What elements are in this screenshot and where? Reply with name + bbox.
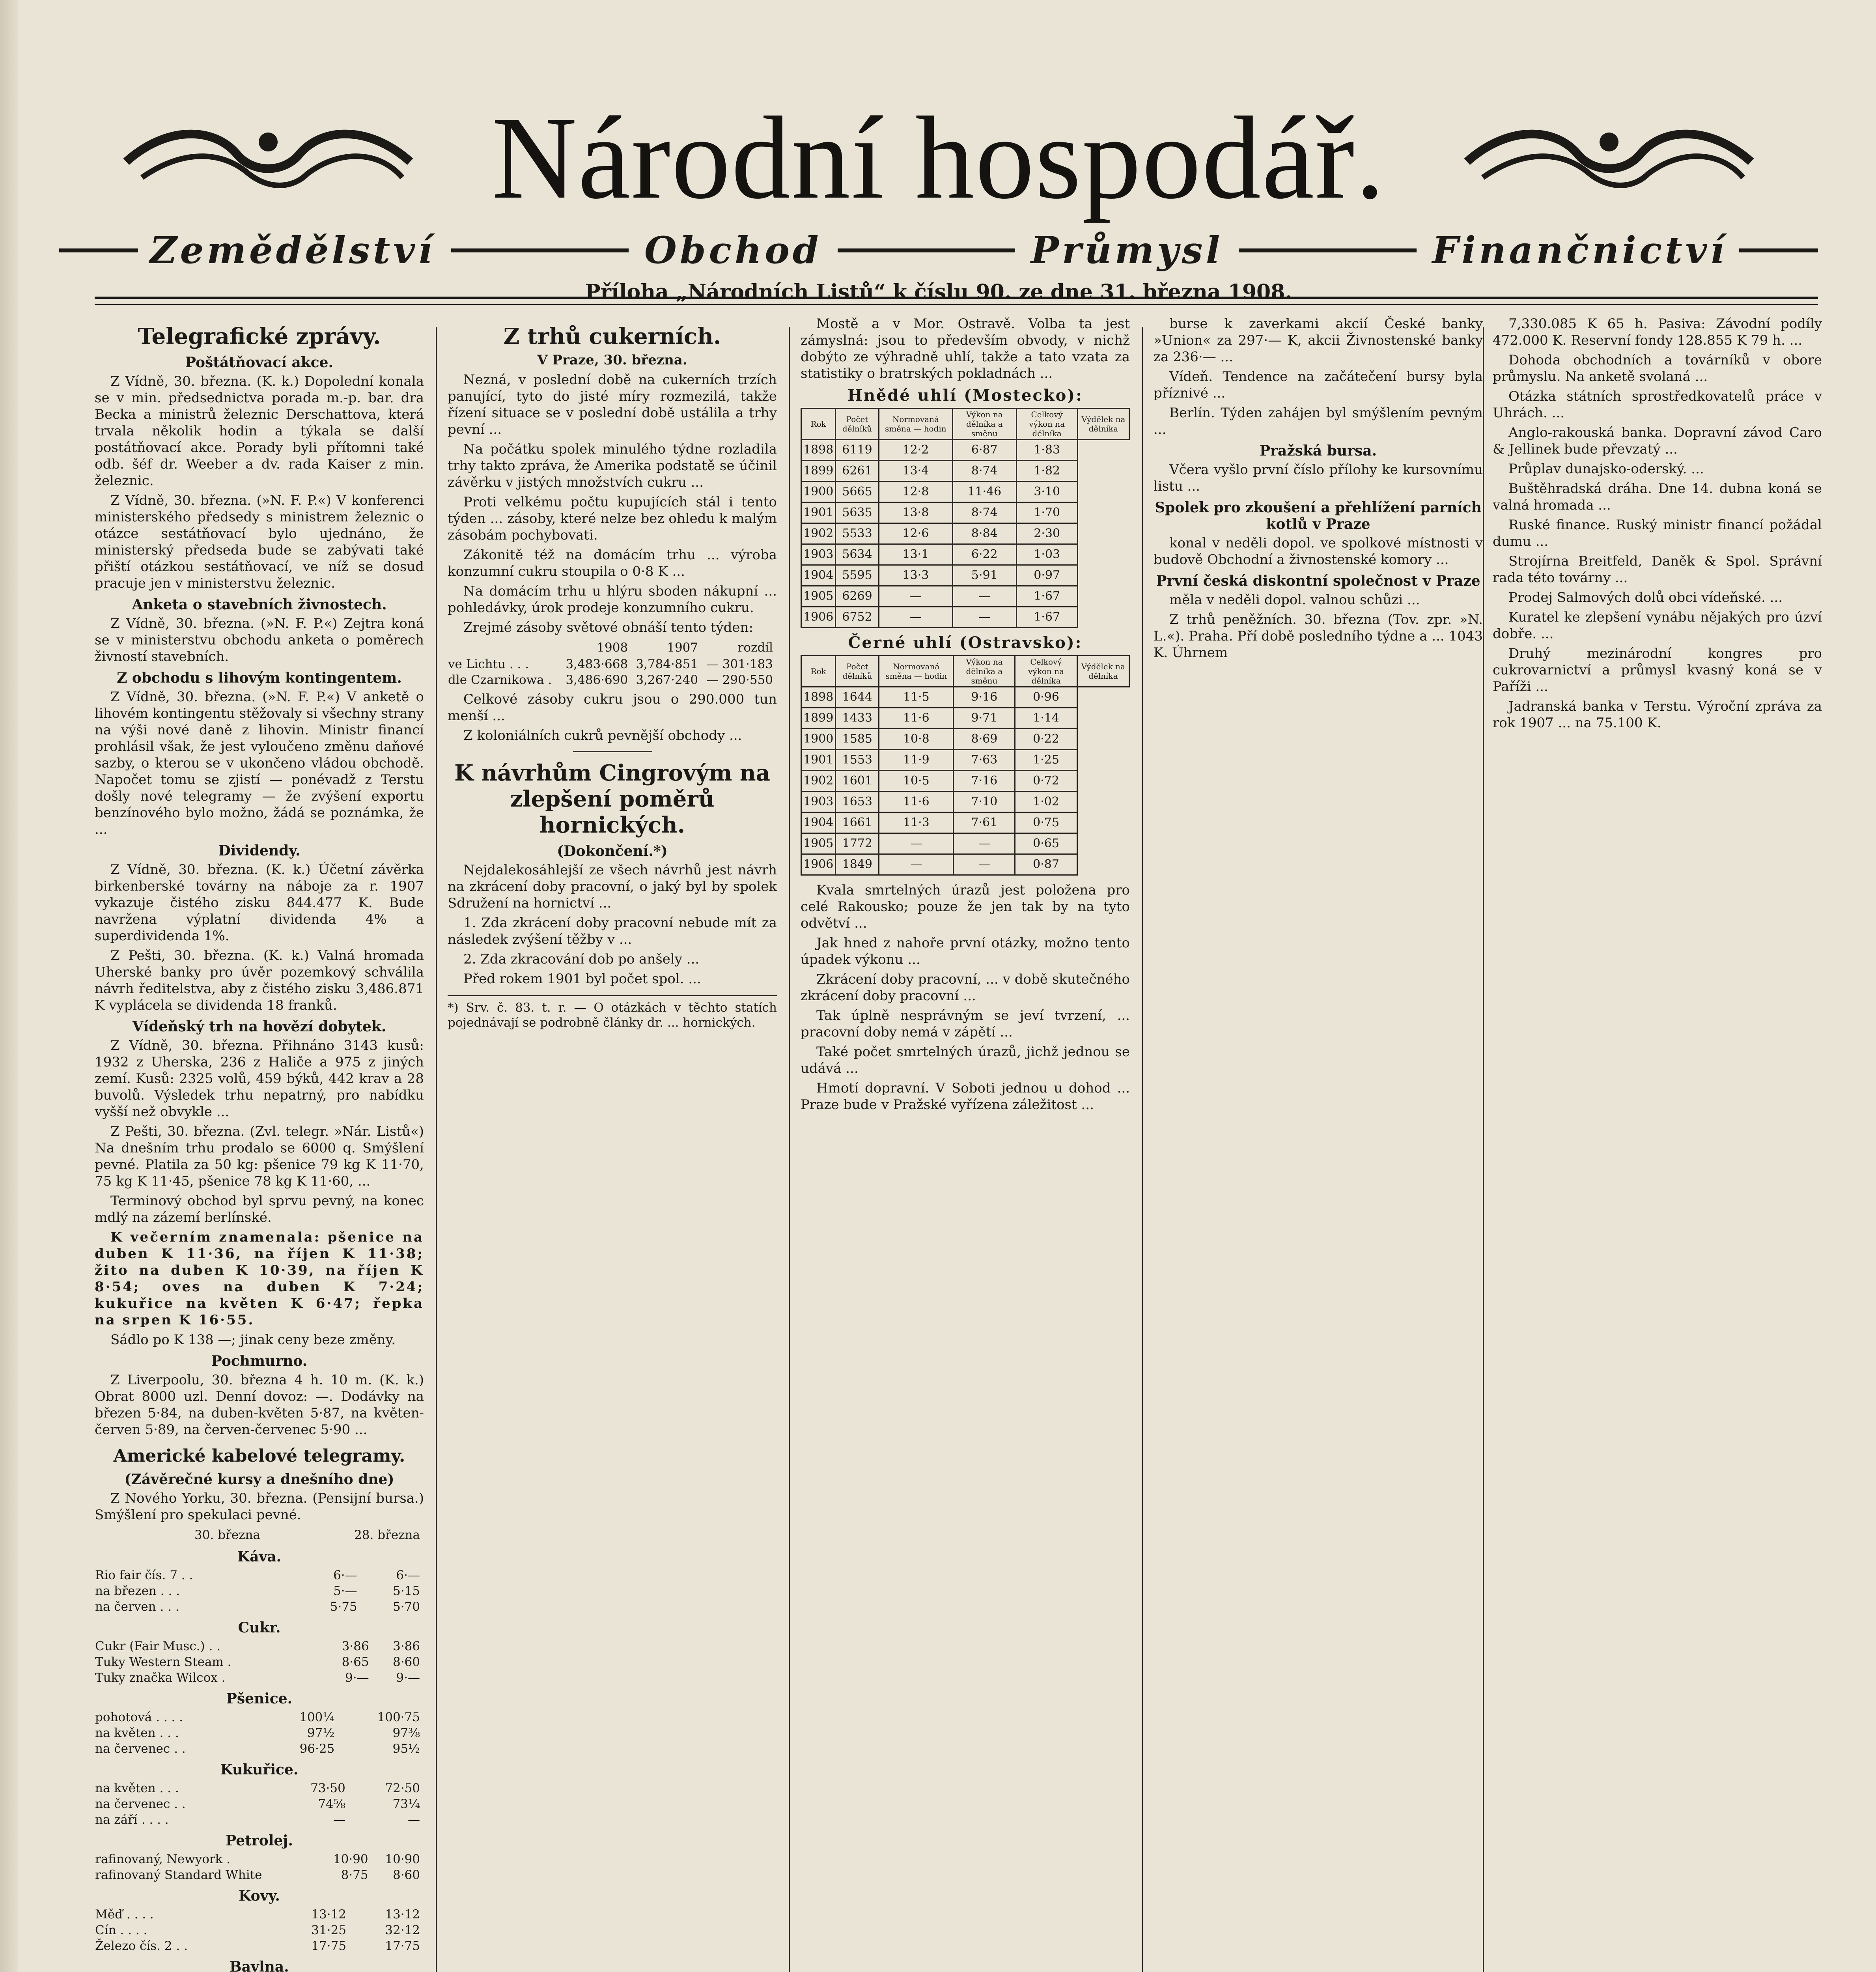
table-cell: — [954,833,1015,854]
section-zemedelstvi: Zemědělství [150,229,435,272]
market-quotes [95,1526,424,1972]
table-cell: 0·65 [1015,833,1077,854]
table-row [801,607,1129,628]
table-cell: 6261 [836,461,879,482]
market-table [95,1709,424,1757]
table-row [801,792,1129,812]
table-cell: 6·22 [953,544,1016,565]
paragraph: Dohoda obchodních a továrníků v obore průmyslu. Na anketě svolaná ... [1493,352,1822,385]
table-cell: 11·6 [879,792,954,812]
masthead [47,59,1830,304]
table-row: rafinovaný Standard White 8·75 8·60 [95,1868,420,1882]
paragraph: Zákonitě též na domácím trhu ... výroba konzumní cukru stoupila o 0·8 K ... [448,547,777,579]
table-cell: 5665 [836,482,879,502]
table-row [801,750,1129,771]
paragraph: Z trhů peněžních. 30. března (Tov. zpr. »N. L.«). Praha. Pří době posledního týdne a ... 1043 K. Úhrnem [1154,612,1483,661]
paragraph: Hmotí dopravní. V Soboti jednou u dohod ... Praze bude v Pražské vyřízena záležitost ... [801,1080,1130,1113]
newspaper-title: Národní hospodář. [491,92,1386,223]
paragraph: Vídeň. Tendence na začátečení bursy byla příznivé ... [1154,369,1483,401]
table-cell: 0·87 [1015,854,1077,875]
table-row: Tuky značka Wilcox . 9·— 9·— [95,1671,420,1685]
table-cell: 10·8 [879,729,954,750]
table-row: dle Czarnikowa . 3,486·690 3,267·240 — 290·550 [448,673,773,687]
table-cell: 1898 [801,440,836,461]
table-header-cell: Výdělek na dělníka [1077,409,1129,440]
table-cell: 1900 [801,482,836,502]
paragraph: Na počátku spolek minulého týdne rozladila trhy takto zpráva, že Amerika podstatě se účinil závěrku v jistých množstvích cukru ... [448,441,777,490]
article-columns [95,316,1822,1972]
paragraph: Z Vídně, 30. března. (»N. F. P.«) V konferenci ministerského předsedy s ministrem železnic o otázce sestátňovací bylo ujednáno, že ministerský předseda bude se zabývati také přiští otázkou sestátňovací, ve níž se dosud pracuje jen v ministerstvu železnic. [95,493,424,591]
table-cell: 12·6 [879,523,952,544]
subheading: Pražská bursa. [1259,443,1377,459]
paragraph: Strojírna Breitfeld, Daněk & Spol. Správní rada této továrny ... [1493,553,1822,586]
table-cell: 0·72 [1015,771,1077,792]
table-title: Hnědé uhlí (Mostecko): [847,386,1083,405]
market-section-title: Bavlna. [230,1959,289,1972]
paragraph: konal v neděli dopol. ve spolkové místnosti v budově Obchodní a živnostenské komory ... [1154,535,1483,568]
table-header-cell: Normovaná směna — hodin [879,409,952,440]
table-cell: 13·8 [879,502,952,523]
table-cell: 1653 [836,792,879,812]
paragraph: Mostě a v Mor. Ostravě. Volba ta jest zámyslná: jsou to především obvody, v nichž dobýto ze výhradně uhlí, takže a tato vzata za statistiky o bratrských pokladnách ... [801,316,1130,381]
table-cell: 13·1 [879,544,952,565]
market-table [95,1851,424,1883]
paragraph: Na domácím trhu u hlýru sboden nákupní ... pohledávky, úrok prodeje konzumního cukru. [448,583,777,616]
paragraph: Jadranská banka v Terstu. Výroční zpráva za rok 1907 ... na 75.100 K. [1493,698,1822,731]
table-row: na březen . . . 5·— 5·15 [95,1584,420,1598]
table-header-cell: Celkový výkon na dělníka [1015,656,1077,687]
table-row: Cukr (Fair Musc.) . . 3·86 3·86 [95,1639,420,1653]
table-cell: 1904 [801,565,836,586]
paragraph: Z Vídně, 30. března. (K. k.) Dopolední konala se v min. předsednictva porada m.-p. bar. dra Becka a ministrů železnic Derschattova, která trvala několik hodin a týkala se další postátňovací akce. Porady byli přítomni také odb. šéf dr. Weeber a dv. rada Kaiser z min. železnic. [95,373,424,489]
table-cell: 1902 [801,523,836,544]
sugar-stock-table: 1908 1907 rozdíl ve Lichtu . . . 3,483·668 3,784·851 — 301·183 dle Czarnikowa . 3,486·690 3,267·240 — 290·550 [448,639,777,688]
table-cell: 1772 [836,833,879,854]
footnote: *) Srv. č. 83. t. r. — O otázkách v těchto statích pojednávají se podrobně články dr. ... hornických. [448,995,777,1030]
paragraph: 2. Zda zkracování dob po anšely ... [463,951,700,967]
table-cell: 1898 [801,687,836,708]
table-cell: 1661 [836,812,879,833]
table-cell: 1·03 [1016,544,1077,565]
table-row [801,565,1129,586]
table-cell: 6752 [836,607,879,628]
table-row: rafinovaný, Newyork . 10·90 10·90 [95,1852,420,1866]
table-cell: 1905 [801,833,836,854]
column-1 [95,316,424,1972]
table-cell: 0·75 [1015,812,1077,833]
table-row [801,502,1129,523]
table-cell: 11·9 [879,750,954,771]
paragraph: Průplav dunajsko-oderský. ... [1508,461,1704,477]
table-row: na červen . . . 5·75 5·70 [95,1600,420,1614]
table-row: na květen . . . 97½ 97⅜ [95,1726,420,1740]
table-cell: 12·2 [879,440,952,461]
paragraph: Otázka státních sprostředkovatelů práce v Uhrách. ... [1493,388,1822,421]
subheading: Pochmurno. [211,1353,308,1369]
paragraph: Zrejmé zásoby světové obnáší tento týden: [463,620,753,635]
subheading: (Dokončení.*) [557,843,668,859]
column-5 [1493,316,1822,1972]
paragraph: Berlín. Týden zahájen byl smýšlením pevným ... [1154,405,1483,437]
paragraph: K večerním znamenala: pšenice na duben K 11·36, na říjen K 11·38; žito na duben K 10·39, na říjen K 8·54; oves na duben K 7·24; kukuřice na květen K 6·47; řepka na srpen K 16·55. [95,1229,424,1328]
table-cell: 5635 [836,502,879,523]
section-obchod: Obchod [644,229,822,272]
column-3 [801,316,1130,1972]
table-cell: 11·3 [879,812,954,833]
subheading: Spolek pro zkoušení a přehlížení parních kotlů v Praze [1155,499,1482,532]
paragraph: Z Vídně, 30. března. Přihnáno 3143 kusů: 1932 z Uherska, 236 z Haliče a 975 z jiných zemí. Kusů: 2325 volů, 459 býků, 442 krav a 28 buvolů. Výsledek trhu nepatrný, pro nabídku vyšší než obvykle ... [95,1038,424,1120]
market-header: 30. března 28. března [194,1528,420,1542]
heading-telegrafické-zprávy: Telegrafické zprávy. [138,323,381,349]
paragraph: Také počet smrtelných úrazů, jichž jednou se udává ... [801,1044,1130,1076]
table-header-cell: Celkový výkon na dělníka [1016,409,1077,440]
paragraph: Kvala smrtelných úrazů jest položena pro celé Rakousko; pouze že jen tak by na tyto odvětví ... [801,882,1130,931]
table-cell: 1904 [801,812,836,833]
table-row [801,544,1129,565]
table-cell: — [879,586,952,607]
table-cell: 1·67 [1016,607,1077,628]
table-cell: 0·96 [1015,687,1077,708]
table-cell: 8·84 [953,523,1016,544]
table-cell: 7·16 [954,771,1015,792]
heading-americke-telegramy: Americké kabelové telegramy. [113,1446,405,1466]
table-row [801,854,1129,875]
paragraph: Prodej Salmových dolů obci vídeňské. ... [1508,590,1783,605]
subheading: Anketa o stavebních živnostech. [132,596,387,613]
table-cell: 1·14 [1015,708,1077,729]
market-section-title: Kukuřice. [220,1761,299,1778]
dateline: V Praze, 30. března. [537,352,687,368]
paragraph: Anglo-rakouská banka. Dopravní závod Caro & Jellinek bude převzatý ... [1493,425,1822,457]
table-header-cell: Normovaná směna — hodin [879,656,954,687]
table-cell: 1601 [836,771,879,792]
paragraph: Jak hned z nahoře první otázky, možno tento úpadek výkonu ... [801,935,1130,967]
table-cell: 0·97 [1016,565,1077,586]
table-row [801,461,1129,482]
table-cell: 1433 [836,708,879,729]
market-table [95,1780,424,1828]
table-cell: 2·30 [1016,523,1077,544]
paragraph: Z Pešti, 30. března. (K. k.) Valná hromada Uherské banky pro úvěr pozemkový schválila návrh ředitelstva, aby z čistého zisku 3,486.871 K vyplácela se dividenda 18 franků. [95,948,424,1013]
paragraph: Nejdalekosáhlejší ze všech návrhů jest návrh na zkrácení doby pracovní, o jaký byl by spolek Sdružení na hornictví ... [448,862,777,911]
table-header-cell: Výkon na dělníka a směnu [954,656,1015,687]
table-cell: 1899 [801,461,836,482]
paragraph: Včera vyšlo první číslo přílohy ke kursovnímu listu ... [1154,462,1483,494]
header-rule-thin [95,304,1818,305]
table-cell: 1585 [836,729,879,750]
table-cell: 8·74 [953,461,1016,482]
table-cell: 1644 [836,687,879,708]
paragraph: Ruské finance. Ruský ministr financí požádal dumu ... [1493,517,1822,549]
table-cell: 10·5 [879,771,954,792]
table-cell: 9·16 [954,687,1015,708]
table-cell: 6269 [836,586,879,607]
column-4 [1154,316,1483,1972]
paragraph: Buštěhradská dráha. Dne 14. dubna koná se valná hromada ... [1493,481,1822,513]
table-cell: 7·10 [954,792,1015,812]
table-cell: 1·82 [1016,461,1077,482]
market-section-title: Pšenice. [226,1690,293,1707]
subheading: Poštátňovací akce. [185,354,334,371]
table-header-cell: Výdělek na dělníka [1077,656,1129,687]
section-prumysl: Průmysl [1031,229,1223,272]
column-2 [448,316,777,1972]
subheading: Dividendy. [218,842,301,859]
paragraph: Proti velkému počtu kupujících stál i tento týden ... zásoby, které nelze bez ohledu k malým zásobám pochybovati. [448,494,777,543]
table-cell: 1905 [801,586,836,607]
paragraph: Sádlo po K 138 —; jinak ceny beze změny. [110,1332,396,1348]
table-cell: 1·83 [1016,440,1077,461]
table-cell: 6·87 [953,440,1016,461]
table-header-cell: Počet dělníků [836,409,879,440]
table-cell: 11·46 [953,482,1016,502]
table-row [801,482,1129,502]
table-cell: 8·69 [954,729,1015,750]
paragraph: 1. Zda zkrácení doby pracovní nebude mít za následek zvýšení těžby v ... [448,915,777,947]
table-row: na září . . . . — — [95,1813,420,1827]
paragraph: Kuratel ke zlepšení vynábu nějakých pro úzví dobře. ... [1493,609,1822,642]
table-cell: — [879,607,952,628]
table-row: Měď . . . . 13·12 13·12 [95,1907,420,1922]
table-row: ve Lichtu . . . 3,483·668 3,784·851 — 301·183 [448,657,773,671]
table-row [801,812,1129,833]
table-cell: 13·4 [879,461,952,482]
paragraph: Z Nového Yorku, 30. března. (Pensijní bursa.) Smýšlení pro spekulaci pevné. [95,1490,424,1523]
subheading: Z obchodu s lihovým kontingentem. [117,670,402,686]
table-header-cell: Počet dělníků [836,656,879,687]
market-table [95,1567,424,1615]
table-cell: 1906 [801,607,836,628]
table-cell: 1849 [836,854,879,875]
paragraph: Druhý mezinárodní kongres pro cukrovarnictví a průmysl kvasný koná se v Paříži ... [1493,646,1822,695]
section-strip [47,229,1830,272]
black-coal-table [801,655,1130,876]
table-cell: 3·10 [1016,482,1077,502]
table-cell: 1906 [801,854,836,875]
table-cell: 7·61 [954,812,1015,833]
subheading: (Závěrečné kursy a dnešního dne) [124,1471,394,1488]
table-cell: 0·22 [1015,729,1077,750]
table-row: na červenec . . 74⅝ 73¼ [95,1797,420,1811]
table-row [801,586,1129,607]
table-header-cell: Rok [801,656,836,687]
paragraph: Z Liverpoolu, 30. března 4 h. 10 m. (K. k.) Obrat 8000 uzl. Denní dovoz: —. Dodávky na březen 5·84, na duben-květen 5·87, na květen-červen 5·89, na červen-červenec 5·90 ... [95,1372,424,1438]
paragraph: Před rokem 1901 byl počet spol. ... [463,971,701,987]
table-row: pohotová . . . . 100¼ 100·75 [95,1710,420,1724]
section-financnictvi: Finančnictví [1432,229,1727,272]
table-cell: 11·5 [879,687,954,708]
table-cell: 7·63 [954,750,1015,771]
table-cell: 6119 [836,440,879,461]
table-cell: 5595 [836,565,879,586]
paragraph: 7,330.085 K 65 h. Pasiva: Závodní podíly 472.000 K. Reservní fondy 128.855 K 79 h. ... [1493,316,1822,348]
table-cell: 1902 [801,771,836,792]
table-row [801,771,1129,792]
page-edge [0,0,18,1972]
table-cell: 1·02 [1015,792,1077,812]
table-cell: 9·71 [954,708,1015,729]
table-row: na květen . . . 73·50 72·50 [95,1781,420,1795]
table-cell: 5533 [836,523,879,544]
market-section-title: Petrolej. [226,1832,293,1849]
table-row: Tuky Western Steam . 8·65 8·60 [95,1655,420,1669]
table-cell: — [953,607,1016,628]
table-cell: — [879,833,954,854]
table-cell: 5634 [836,544,879,565]
table-cell: 1·67 [1016,586,1077,607]
table-row [801,729,1129,750]
paragraph: Z koloniálních cukrů pevnější obchody ... [463,728,742,743]
table-cell: 1553 [836,750,879,771]
table-row [801,687,1129,708]
paragraph: měla v neděli dopol. valnou schůzi ... [1169,592,1420,608]
subheading: Vídeňský trh na hovězí dobytek. [132,1018,386,1035]
table-cell: 5·91 [953,565,1016,586]
paragraph: Zkrácení doby pracovní, ... v době skutečného zkrácení doby pracovní ... [801,971,1130,1004]
header-rule [95,297,1818,299]
market-section-title: Káva. [237,1548,282,1565]
table-row [801,708,1129,729]
paragraph: Terminový obchod byl sprvu pevný, na konec mdlý na zázemí berlínské. [95,1193,424,1225]
heading-z-trhu-cukernich: Z trhů cukerních. [503,323,721,349]
table-row: Cín . . . . 31·25 32·12 [95,1923,420,1937]
table-cell: — [879,854,954,875]
table-cell: 1903 [801,544,836,565]
brown-coal-table [801,408,1130,628]
table-cell: 1901 [801,750,836,771]
market-table [95,1907,424,1954]
paragraph: Nezná, v poslední době na cukerních trzích panující, tyto do jisté míry rozmezilá, takže řízení situace se v poslední době ustálila a trhy pevní ... [448,372,777,437]
paragraph: Z Pešti, 30. března. (Zvl. telegr. »Nár. Listů«) Na dnešním trhu prodalo se 6000 q. Smýšlení pevné. Platila za 50 kg: pšenice 79 kg K 11·70, 75 kg K 11·45, pšenice 78 kg K 11·60, ... [95,1124,424,1189]
paragraph: Tak úplně nesprávným se jeví tvrzení, ... pracovní doby nemá v zápětí ... [801,1008,1130,1040]
table-header-cell: Rok [801,409,836,440]
market-table [95,1638,424,1686]
table-cell: 1901 [801,502,836,523]
paragraph: burse k zaverkami akcií České banky »Union« za 297·— K, akcii Živnostenské banky za 236·— ... [1154,316,1483,365]
table-cell: 1903 [801,792,836,812]
paragraph: Z Vídně, 30. března. (»N. F. P.«) Zejtra koná se v ministerstvu obchodu anketa o poměrech živností stavebních. [95,616,424,665]
heading-cingr-navrhy: K návrhům Cingrovým na zlepšení poměrů hornických. [454,760,770,838]
table-row: Rio fair čís. 7 . . 6·— 6·— [95,1568,420,1582]
table-cell: 13·3 [879,565,952,586]
table-row [801,523,1129,544]
market-section-title: Cukr. [238,1619,281,1636]
supplement-line: Příloha „Národních Listů“ k číslu 90. ze dne 31. března 1908. [585,280,1292,304]
table-header-cell: Výkon na dělníka a směnu [953,409,1016,440]
paragraph: Z Vídně, 30. března. (»N. F. P.«) V anketě o lihovém kontingentu stěžovaly si všechny strany na výši nové daně z lihovin. Ministr financí prohlásil však, že jest vyloučeno změnu daňové sazby, o kterou se v ukončeno vládou obchodě. Napočet tomu se zjistí — ponévadž z Terstu došly nové telegramy — že zvýšení exportu benzínového bylo možno, žádá se poznámka, že ... [95,689,424,837]
table-cell: 8·74 [953,502,1016,523]
subheading: První česká diskontní společnost v Praze [1156,573,1480,589]
table-row [801,833,1129,854]
paragraph: Z Vídně, 30. března. (K. k.) Účetní závěrka birkenberské továrny na náboje za r. 1907 vykazuje čistého zisku 844.477 K. Bude navržena výplatní dividenda 4% a superdividenda 1%. [95,862,424,944]
table-cell: — [954,854,1015,875]
table-cell: 11·6 [879,708,954,729]
table-row: Železo čís. 2 . . 17·75 17·75 [95,1939,420,1953]
table-cell: 1899 [801,708,836,729]
table-cell: 1900 [801,729,836,750]
table-cell: — [953,586,1016,607]
table-cell: 1·25 [1015,750,1077,771]
table-title: Černé uhlí (Ostravsko): [848,633,1083,652]
table-cell: 1·70 [1016,502,1077,523]
table-cell: 12·8 [879,482,952,502]
table-row: na červenec . . 96·25 95½ [95,1742,420,1756]
paragraph: Celkové zásoby cukru jsou o 290.000 tun menší ... [448,691,777,724]
market-section-title: Kovy. [239,1888,280,1904]
table-row [801,440,1129,461]
